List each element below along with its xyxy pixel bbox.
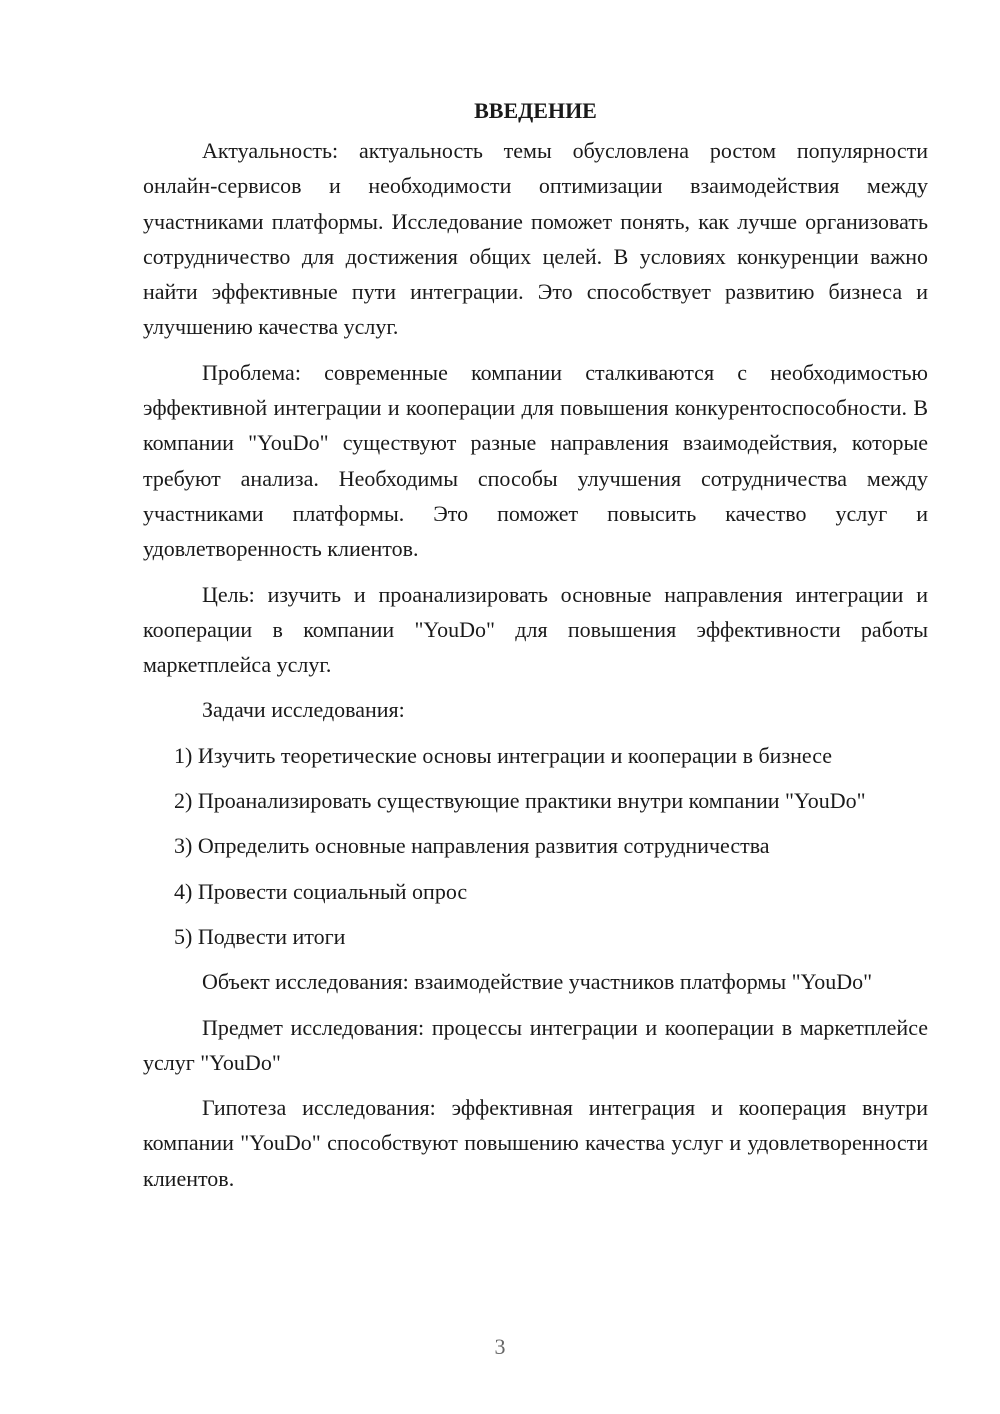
relevance-paragraph: Актуальность: актуальность темы обусловлена ростом популярности онлайн-сервисов и необходимости оптимизации взаимодействия между участниками платформы. Исследование поможет понять, как лучше организовать сотрудничество для достижения общих целей. В условиях конкуренции важно найти эффективные пути интеграции. Это способствует развитию бизнеса и улучшению качества услуг. bbox=[143, 138, 928, 340]
object-paragraph: Объект исследования: взаимодействие участников платформы "YouDo" bbox=[202, 969, 873, 995]
task-item: 2) Проанализировать существующие практики внутри компании "YouDo" bbox=[174, 788, 866, 814]
tasks-list bbox=[143, 738, 928, 954]
task-item: 3) Определить основные направления развития сотрудничества bbox=[174, 833, 770, 859]
page-number: 3 bbox=[494, 1334, 506, 1359]
document-page bbox=[143, 96, 928, 1206]
section-title: ВВЕДЕНИЕ bbox=[474, 98, 597, 123]
problem-paragraph: Проблема: современные компании сталкиваются с необходимостью эффективной интеграции и кооперации для повышения конкурентоспособности. В компании "YouDo" существуют разные направления взаимодействия, которые требуют анализа. Необходимы способы улучшения сотрудничества между участниками платформы. Это поможет повысить качество услуг и удовлетворенность клиентов. bbox=[143, 359, 928, 562]
task-item: 5) Подвести итоги bbox=[174, 923, 346, 949]
goal-paragraph: Цель: изучить и проанализировать основные направления интеграции и кооперации в компании "YouDo" для повышения эффективности работы маркетплейса услуг. bbox=[143, 581, 928, 678]
subject-paragraph: Предмет исследования: процессы интеграции и кооперации в маркетплейсе услуг "YouDo" bbox=[143, 1014, 928, 1075]
tasks-heading: Задачи исследования: bbox=[202, 697, 405, 723]
task-item: 1) Изучить теоретические основы интеграции и кооперации в бизнесе bbox=[174, 742, 833, 768]
hypothesis-paragraph: Гипотеза исследования: эффективная интеграция и кооперация внутри компании "YouDo" способствуют повышению качества услуг и удовлетворенности клиентов. bbox=[143, 1095, 928, 1191]
task-item: 4) Провести социальный опрос bbox=[174, 878, 468, 904]
